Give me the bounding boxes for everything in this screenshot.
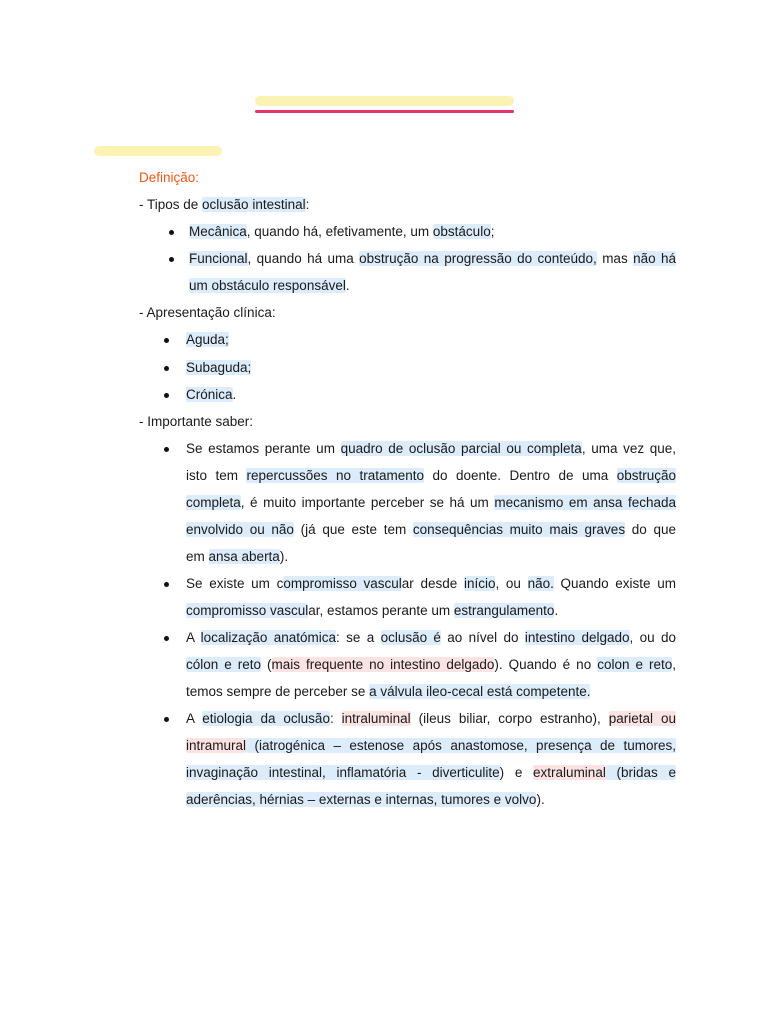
highlight: quadro de oclusão parcial ou completa: [340, 441, 582, 456]
bullet-icon: [164, 582, 169, 587]
text: A: [186, 630, 201, 645]
highlight: início: [463, 576, 496, 591]
highlight: completa: [186, 495, 241, 510]
text: , quando há uma: [247, 251, 360, 266]
highlight: a válvula ileo-cecal está competente.: [369, 684, 591, 699]
importante-line: - Importante saber:: [139, 414, 254, 429]
text: - Tipos de: [139, 197, 203, 212]
highlight: um obstáculo responsável: [189, 278, 346, 293]
highlight: invaginação intestinal, inflamatória - diverticulite: [186, 765, 500, 780]
bullet-icon: [164, 717, 169, 722]
bullet-icon: [164, 366, 169, 371]
bullet-icon: [164, 338, 169, 343]
p1-line-5: [186, 547, 676, 567]
title-highlight-marker: [255, 96, 514, 106]
text: ).: [279, 549, 289, 564]
highlight-red: intraluminal: [341, 711, 411, 726]
text: Se estamos perante um: [186, 441, 341, 456]
p1-line-1: [186, 439, 676, 459]
text: em: [186, 549, 209, 564]
p2-line-1: [186, 574, 676, 594]
text: ). Quando é no: [494, 657, 598, 672]
highlight: obstrução: [616, 468, 677, 483]
highlight: Funcional: [189, 251, 248, 266]
p1-line-4: [186, 520, 676, 540]
text: mas: [596, 251, 634, 266]
section-heading-definicao: Definição:: [139, 170, 200, 185]
highlight: repercussões no tratamento: [246, 468, 425, 483]
highlight: Subaguda;: [186, 360, 252, 375]
text: (: [261, 657, 272, 672]
p1-line-2: [186, 466, 676, 486]
p2-line-2: [186, 601, 676, 621]
bullet-icon: [164, 447, 169, 452]
text: .: [345, 278, 350, 293]
highlight: obstrução na progressão do conteúdo,: [359, 251, 597, 266]
highlight: não há: [633, 251, 676, 266]
text: : se a: [336, 630, 381, 645]
text: ao nível do: [440, 630, 525, 645]
bullet-icon: [169, 257, 174, 262]
highlight: colon e reto: [597, 657, 673, 672]
highlight: (iatrogénica – estenose após anastomose, presença de tumores,: [246, 738, 676, 753]
text: ,: [672, 657, 676, 672]
highlight: Crónica: [186, 387, 233, 402]
highlight-red: extraluminal: [533, 765, 606, 780]
highlight: oclusão é: [380, 630, 441, 645]
highlight: (bridas e: [605, 765, 676, 780]
highlight-red: parietal ou: [608, 711, 676, 726]
text: Se existe um c: [186, 576, 284, 591]
bullet-icon: [164, 393, 169, 398]
text: .: [232, 387, 237, 402]
cronica-line: [186, 385, 676, 405]
p4-line-4: [186, 790, 676, 810]
text: ).: [536, 792, 545, 807]
highlight: Aguda;: [186, 332, 229, 347]
highlight: estrangulamento: [453, 603, 555, 618]
highlight: cólon e reto: [186, 657, 262, 672]
text: , ou: [495, 576, 528, 591]
highlight-red: mais frequente no intestino delgado: [271, 657, 495, 672]
text: ar desde: [401, 576, 464, 591]
highlight: mecanismo em ansa fechada: [494, 495, 677, 510]
text: Quando existe um: [553, 576, 676, 591]
subaguda-line: [186, 358, 676, 378]
text: :: [305, 197, 310, 212]
subtitle-highlight-marker: [94, 146, 222, 156]
highlight: não.: [527, 576, 554, 591]
p1-line-3: [186, 493, 676, 513]
p3-line-1: [186, 628, 676, 648]
text: ) e: [499, 765, 534, 780]
highlight-red: intramural: [186, 738, 247, 753]
text: do doente. Dentro de uma: [424, 468, 617, 483]
text: .: [554, 603, 559, 618]
highlight: consequências muito mais graves: [412, 522, 626, 537]
highlight: localização anatómica: [200, 630, 337, 645]
title-underline: [255, 110, 514, 113]
text: (já que este tem: [293, 522, 413, 537]
apresentacao-line: - Apresentação clínica:: [139, 305, 276, 320]
funcional-line-1: [189, 249, 676, 269]
text: , uma vez que,: [581, 441, 676, 456]
mecanica-line: [189, 222, 679, 242]
highlight: Mecânica: [189, 224, 247, 239]
highlight: aderências, hérnias – externas e internas, tumores e volvo: [186, 792, 537, 807]
text: , ou do: [629, 630, 676, 645]
text: A: [186, 711, 203, 726]
text: , quando há, efetivamente, um: [246, 224, 433, 239]
funcional-line-2: [189, 276, 679, 296]
highlight: ompromisso vascul: [283, 576, 402, 591]
p4-line-3: [186, 763, 676, 783]
text: ar, estamos perante um: [308, 603, 454, 618]
text: ;: [490, 224, 495, 239]
p4-line-2: [186, 736, 676, 756]
p3-line-3: [186, 682, 676, 702]
text: temos sempre de perceber se: [186, 684, 370, 699]
text: do que: [625, 522, 676, 537]
p3-line-2: [186, 655, 676, 675]
highlight: obstáculo: [432, 224, 491, 239]
highlight: envolvido ou não: [186, 522, 294, 537]
aguda-line: [186, 330, 676, 350]
highlight: etiologia da oclusão: [202, 711, 330, 726]
highlight: intestino delgado: [524, 630, 630, 645]
bullet-icon: [169, 230, 174, 235]
text: , é muito importante perceber se há um: [240, 495, 495, 510]
text: isto tem: [186, 468, 247, 483]
text: (ileus biliar, corpo estranho),: [410, 711, 609, 726]
highlight: ansa aberta: [208, 549, 280, 564]
highlight: compromisso vascul: [186, 603, 309, 618]
highlight: oclusão intestinal: [202, 197, 306, 212]
tipos-line: [139, 195, 679, 215]
text: :: [329, 711, 342, 726]
p4-line-1: [186, 709, 676, 729]
bullet-icon: [164, 636, 169, 641]
